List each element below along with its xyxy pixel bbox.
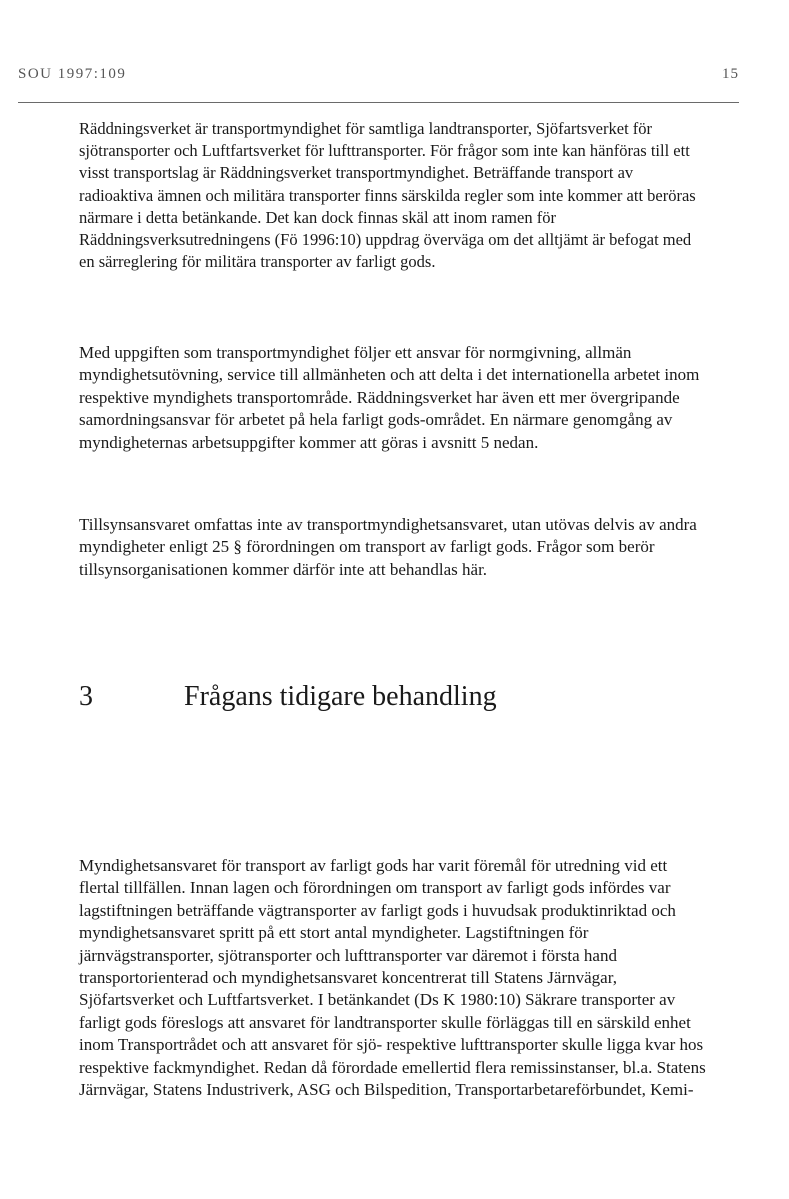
section-title: Frågans tidigare behandling — [184, 681, 497, 712]
page-number: 15 — [722, 66, 739, 82]
page-header — [18, 66, 739, 103]
body-paragraph-2: Med uppgiften som transportmyndighet följer ett ansvar för normgivning, allmän myndighetsutövning, service till allmänheten och att delta i det internationella arbetet inom respektive myndighets transportområde. Räddningsverket har även ett mer övergripande samordningsansvar för arbetet på hela farligt gods-området. En närmare genomgång av myndigheternas arbetsuppgifter kommer att göras i avsnitt 5 nedan. — [79, 343, 700, 452]
section-number: 3 — [79, 681, 93, 712]
section-heading — [79, 680, 719, 714]
section-paragraph: Myndighetsansvaret för transport av farligt gods har varit föremål för utredning vid ett flertal tillfällen. Innan lagen och förordningen om transport av farligt gods infördes var lagstiftningen beträffande vägtransporter av farligt gods i huvudsak produktinriktad och myndighetsansvaret spritt på ett stort antal myndigheter. Lagstiftningen för järnvägstransporter, sjötransporter och lufttransporter var däremot i första hand transportorienterad och myndighetsansvaret koncentrerat till Statens Järnvägar, Sjöfartsverket och Luftfartsverket. I betänkandet (Ds K 1980:10) Säkrare transporter av farligt gods föreslogs att ansvaret för landtransporter skulle förläggas till en särskild enhet inom Transportrådet och att ansvaret för sjö- respektive lufttransporter skulle ligga kvar hos respektive fackmyndighet. Redan då förordade emellertid flera remissinstanser, bl.a. Statens Järnvägar, Statens Industriverk, ASG och Bilspedition, Transportarbetareförbundet, Kemi- — [79, 856, 706, 1100]
body-paragraph-1: Räddningsverket är transportmyndighet för samtliga landtransporter, Sjöfartsverket för sjötransporter och Luftfartsverket för lufttransporter. För frågor som inte kan hänföras till ett visst transportslag är Räddningsverket transportmyndighet. Beträffande transport av radioaktiva ämnen och militära transporter finns särskilda regler som inte kommer att beröras närmare i detta betänkande. Det kan dock finnas skäl att inom ramen för Räddningsverksutredningens (Fö 1996:10) uppdrag överväga om det alltjämt är befogat med en särreglering för militära transporter av farligt gods. — [79, 119, 696, 272]
body-paragraph-3: Tillsynsansvaret omfattas inte av transportmyndighetsansvaret, utan utövas delvis av andra myndigheter enligt 25 § förordningen om transport av farligt gods. Frågor som berör tillsynsorganisationen kommer därför inte att behandlas här. — [79, 515, 697, 579]
running-head: SOU 1997:109 — [18, 66, 127, 82]
